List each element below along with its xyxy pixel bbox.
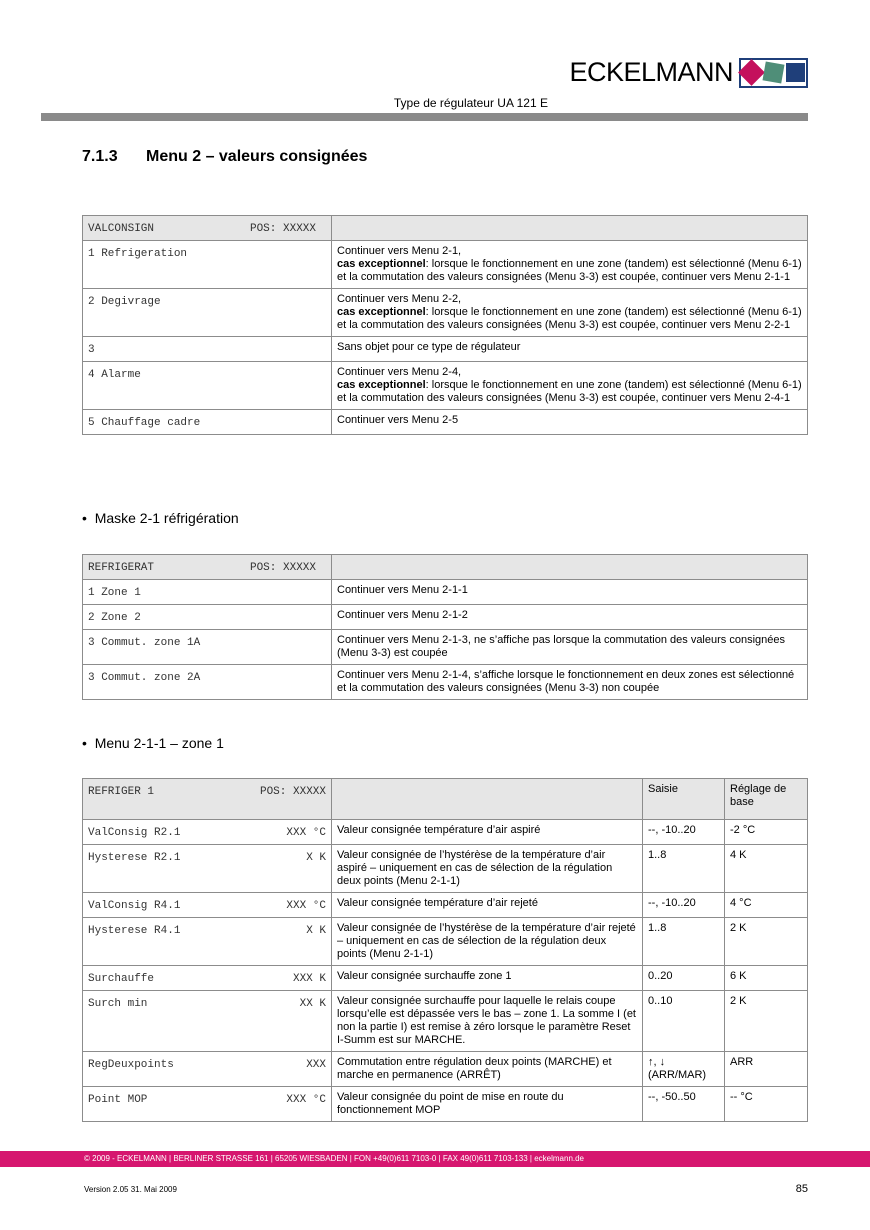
menu-header-cell: REFRIGER 1 POS: XXXXX [83,779,332,820]
refrigerat-table [82,554,808,700]
column-header-base: Réglage de base [725,779,808,820]
menu-item-code: 3 Commut. zone 1A [83,630,332,665]
menu-item-code: 2 Degivrage [83,289,332,337]
parameter-cell: ValConsig R2.1 XXX °C [83,820,332,845]
parameter-description: Valeur consignée de l’hystérèse de la température d’air rejeté – uniquement en cas de sélection de la régulation deux points (Menu 2-1-1) [332,918,643,966]
menu-item-code: 3 Commut. zone 2A [83,665,332,700]
logo-square-green [762,61,784,83]
table-row [83,362,808,410]
parameter-default: 2 K [725,918,808,966]
parameter-default: 4 °C [725,893,808,918]
logo-text: ECKELMANN [569,57,733,87]
table-row [83,410,808,435]
menu-header-cell: VALCONSIGN POS: XXXXX [83,216,332,241]
parameter-default: ARR [725,1052,808,1087]
table-row [83,918,808,966]
logo-square-navy [786,63,805,82]
table-row [83,893,808,918]
version-info: Version 2.05 31. Mai 2009 [84,1185,177,1194]
menu-header-cell: REFRIGERAT POS: XXXXX [83,555,332,580]
table-header-row [83,779,808,820]
table-row [83,966,808,991]
menu-item-description: Continuer vers Menu 2-1-3, ne s’affiche pas lorsque la commutation des valeurs consignées (Menu 3-3) est coupée [332,630,808,665]
parameter-input-range: ↑, ↓ (ARR/MAR) [643,1052,725,1087]
parameter-input-range: 1..8 [643,918,725,966]
table-row [83,820,808,845]
bullet-heading-refrigeration: • Maske 2-1 réfrigération [82,510,239,526]
menu-item-description: Continuer vers Menu 2-4, cas exceptionnel: lorsque le fonctionnement en une zone (tandem) est sélectionné (Menu 6-1) et la commutation des valeurs consignées (Menu 3-3) est coupée, continuer vers Menu 2-4-1 [332,362,808,410]
table-header-row [83,216,808,241]
menu-item-description: Continuer vers Menu 2-1-1 [332,580,808,605]
table-row [83,845,808,893]
parameter-cell: Hysterese R4.1 X K [83,918,332,966]
section-number: 7.1.3 [82,148,118,165]
parameter-default: -- °C [725,1087,808,1122]
menu-item-description: Sans objet pour ce type de régulateur [332,337,808,362]
parameter-description: Valeur consignée surchauffe zone 1 [332,966,643,991]
parameter-input-range: --, -10..20 [643,893,725,918]
parameter-cell: Point MOP XXX °C [83,1087,332,1122]
table-row [83,991,808,1052]
valconsign-table [82,215,808,435]
parameter-input-range: --, -10..20 [643,820,725,845]
menu-item-code: 3 [83,337,332,362]
menu-item-code: 2 Zone 2 [83,605,332,630]
table-row [83,580,808,605]
parameter-cell: ValConsig R4.1 XXX °C [83,893,332,918]
page-number: 85 [795,1183,808,1195]
table-row [83,605,808,630]
table-row [83,1052,808,1087]
parameter-default: 6 K [725,966,808,991]
table-row [83,337,808,362]
table-row [83,241,808,289]
table-row [83,289,808,337]
parameter-cell: Surchauffe XXX K [83,966,332,991]
menu-item-description: Continuer vers Menu 2-1-4, s’affiche lorsque le fonctionnement en deux zones est sélectionné et la commutation des valeurs consignées (Menu 3-3) non coupée [332,665,808,700]
parameter-cell: Hysterese R2.1 X K [83,845,332,893]
menu-item-description: Continuer vers Menu 2-1, cas exceptionnel: lorsque le fonctionnement en une zone (tandem) est sélectionné (Menu 6-1) et la commutation des valeurs consignées (Menu 3-3) est coupée, continuer vers Menu 2-1-1 [332,241,808,289]
document-subtitle: Type de régulateur UA 121 E [393,96,548,110]
section-title: Menu 2 – valeurs consignées [146,148,368,165]
parameter-description: Commutation entre régulation deux points (MARCHE) et marche en permanence (ARRÊT) [332,1052,643,1087]
parameter-input-range: 0..20 [643,966,725,991]
parameter-default: -2 °C [725,820,808,845]
header-divider [41,113,808,121]
header-empty-cell [332,555,808,580]
menu-item-code: 4 Alarme [83,362,332,410]
menu-item-description: Continuer vers Menu 2-1-2 [332,605,808,630]
parameter-default: 4 K [725,845,808,893]
parameter-description: Valeur consignée température d’air rejeté [332,893,643,918]
column-header-saisie: Saisie [643,779,725,820]
bullet-heading-zone1: • Menu 2-1-1 – zone 1 [82,735,224,751]
logo-square-magenta [738,59,765,86]
parameter-input-range: 1..8 [643,845,725,893]
parameter-default: 2 K [725,991,808,1052]
parameter-description: Valeur consignée surchauffe pour laquelle le relais coupe lorsqu’elle est dépassée vers le bas – zone 1. La somme I (et non la partie I) est remise à zéro lorsque le paramètre Reset I-Summ est sur MARCHE. [332,991,643,1052]
table-row [83,630,808,665]
menu-item-description: Continuer vers Menu 2-2, cas exceptionnel: lorsque le fonctionnement en une zone (tandem) est sélectionné (Menu 6-1) et la commutation des valeurs consignées (Menu 3-3) est coupée, continuer vers Menu 2-2-1 [332,289,808,337]
table-row [83,665,808,700]
header-empty-cell [332,216,808,241]
logo-mark [739,58,808,88]
header-empty-cell [332,779,643,820]
refriger1-table [82,778,808,1122]
eckelmann-logo [569,57,808,88]
parameter-cell: Surch min XX K [83,991,332,1052]
parameter-input-range: --, -50..50 [643,1087,725,1122]
parameter-input-range: 0..10 [643,991,725,1052]
footer-bar: © 2009 - ECKELMANN | BERLINER STRASSE 161 | 65205 WIESBADEN | FON +49(0)611 7103-0 | FAX 49(0)611 7103-133 | eckelmann.de [0,1151,870,1167]
menu-item-code: 1 Zone 1 [83,580,332,605]
menu-item-description: Continuer vers Menu 2-5 [332,410,808,435]
parameter-description: Valeur consignée du point de mise en route du fonctionnement MOP [332,1087,643,1122]
parameter-description: Valeur consignée température d’air aspiré [332,820,643,845]
table-row [83,1087,808,1122]
parameter-cell: RegDeuxpoints XXX [83,1052,332,1087]
section-heading [82,148,367,166]
menu-item-code: 1 Refrigeration [83,241,332,289]
table-header-row [83,555,808,580]
parameter-description: Valeur consignée de l’hystérèse de la température d’air aspiré – uniquement en cas de sélection de la régulation deux points (Menu 2-1-1) [332,845,643,893]
menu-item-code: 5 Chauffage cadre [83,410,332,435]
